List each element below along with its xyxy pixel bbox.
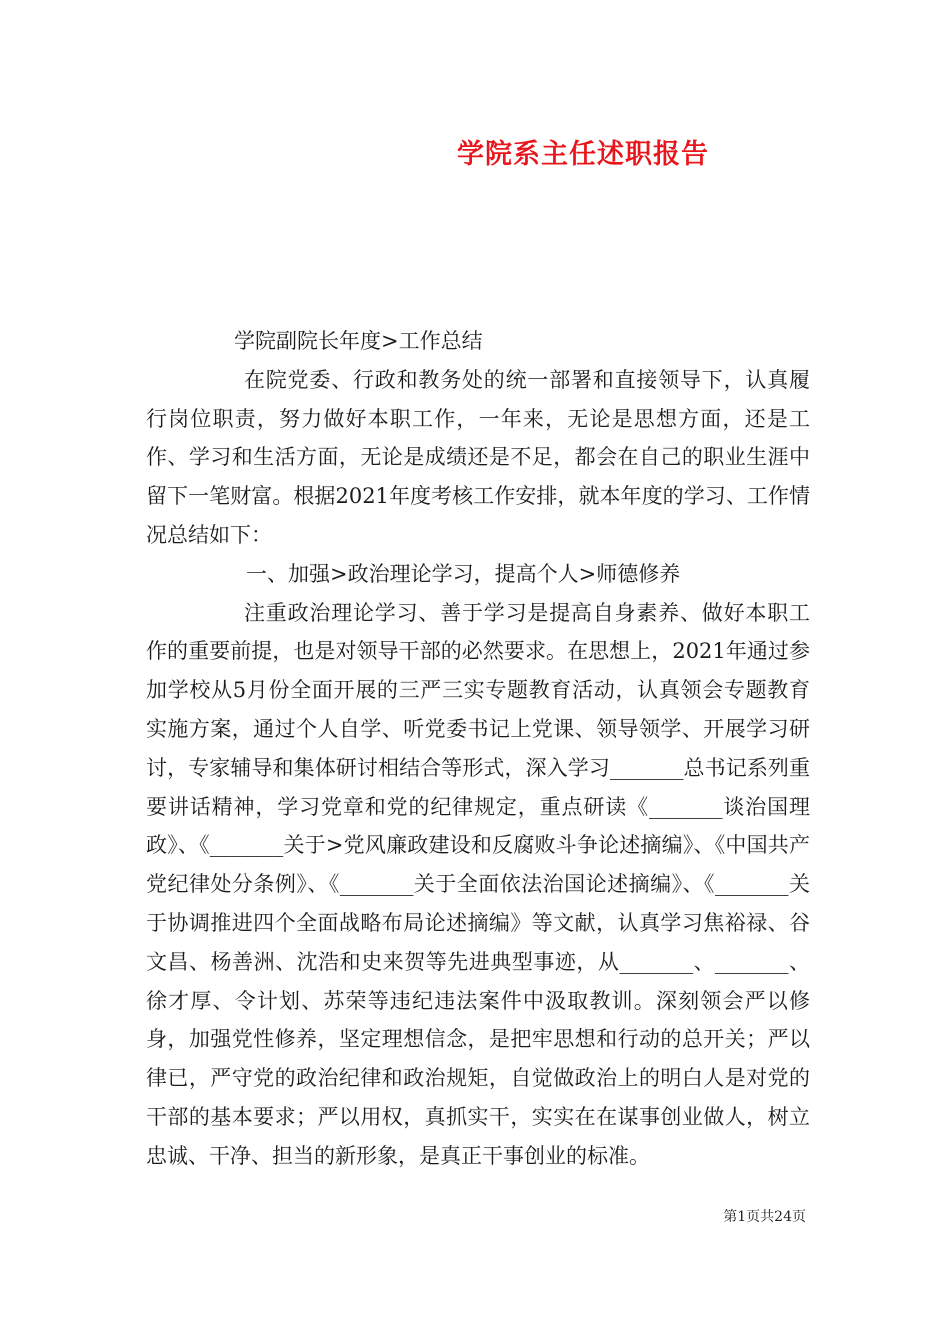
document-body xyxy=(146,322,810,1176)
document-title: 学院系主任述职报告 xyxy=(457,139,709,170)
section-heading-1: 一、加强>政治理论学习，提高个人>师德修养 xyxy=(246,561,681,586)
document-subtitle: 学院副院长年度>工作总结 xyxy=(234,329,483,353)
page-number: 第1页共24页 xyxy=(723,1209,806,1225)
paragraph-section-1: 注重政治理论学习、善于学习是提高自身素养、做好本职工作的重要前提，也是对领导干部的必然要求。在思想上，2021年通过参加学校从5月份全面开展的三严三实专题教育活动，认真领会专题教育实施方案，通过个人自学、听党委书记上党课、领导领学、开展学习研讨，专家辅导和集体研讨相结合等形式，深入学习_______总书记系列重要讲话精神，学习党章和党的纪律规定，重点研读《_______谈治国理政》、《_______关于>党风廉政建设和反腐败斗争论述摘编》、《中国共产党纪律处分条例》、《_______关于全面依法治国论述摘编》、《_______关于协调推进四个全面战略布局论述摘编》等文献，认真学习焦裕禄、谷文昌、杨善洲、沈浩和史来贺等先进典型事迹，从_______、_______、徐才厚、令计划、苏荣等违纪违法案件中汲取教训。深刻领会严以修身，加强党性修养，坚定理想信念，是把牢思想和行动的总开关；严以律已，严守党的政治纪律和政治规矩，自觉做政治上的明白人是对党的干部的基本要求；严以用权，真抓实干，实实在在谋事创业做人，树立忠诚、干净、担当的新形象，是真正干事创业的标准。 xyxy=(146,600,810,1168)
paragraph-intro: 在院党委、行政和教务处的统一部署和直接领导下，认真履行岗位职责，努力做好本职工作，一年来，无论是思想方面，还是工作、学习和生活方面，无论是成绩还是不足，都会在自己的职业生涯中留下一笔财富。根据2021年度考核工作安排，就本年度的学习、工作情况总结如下： xyxy=(146,367,810,547)
